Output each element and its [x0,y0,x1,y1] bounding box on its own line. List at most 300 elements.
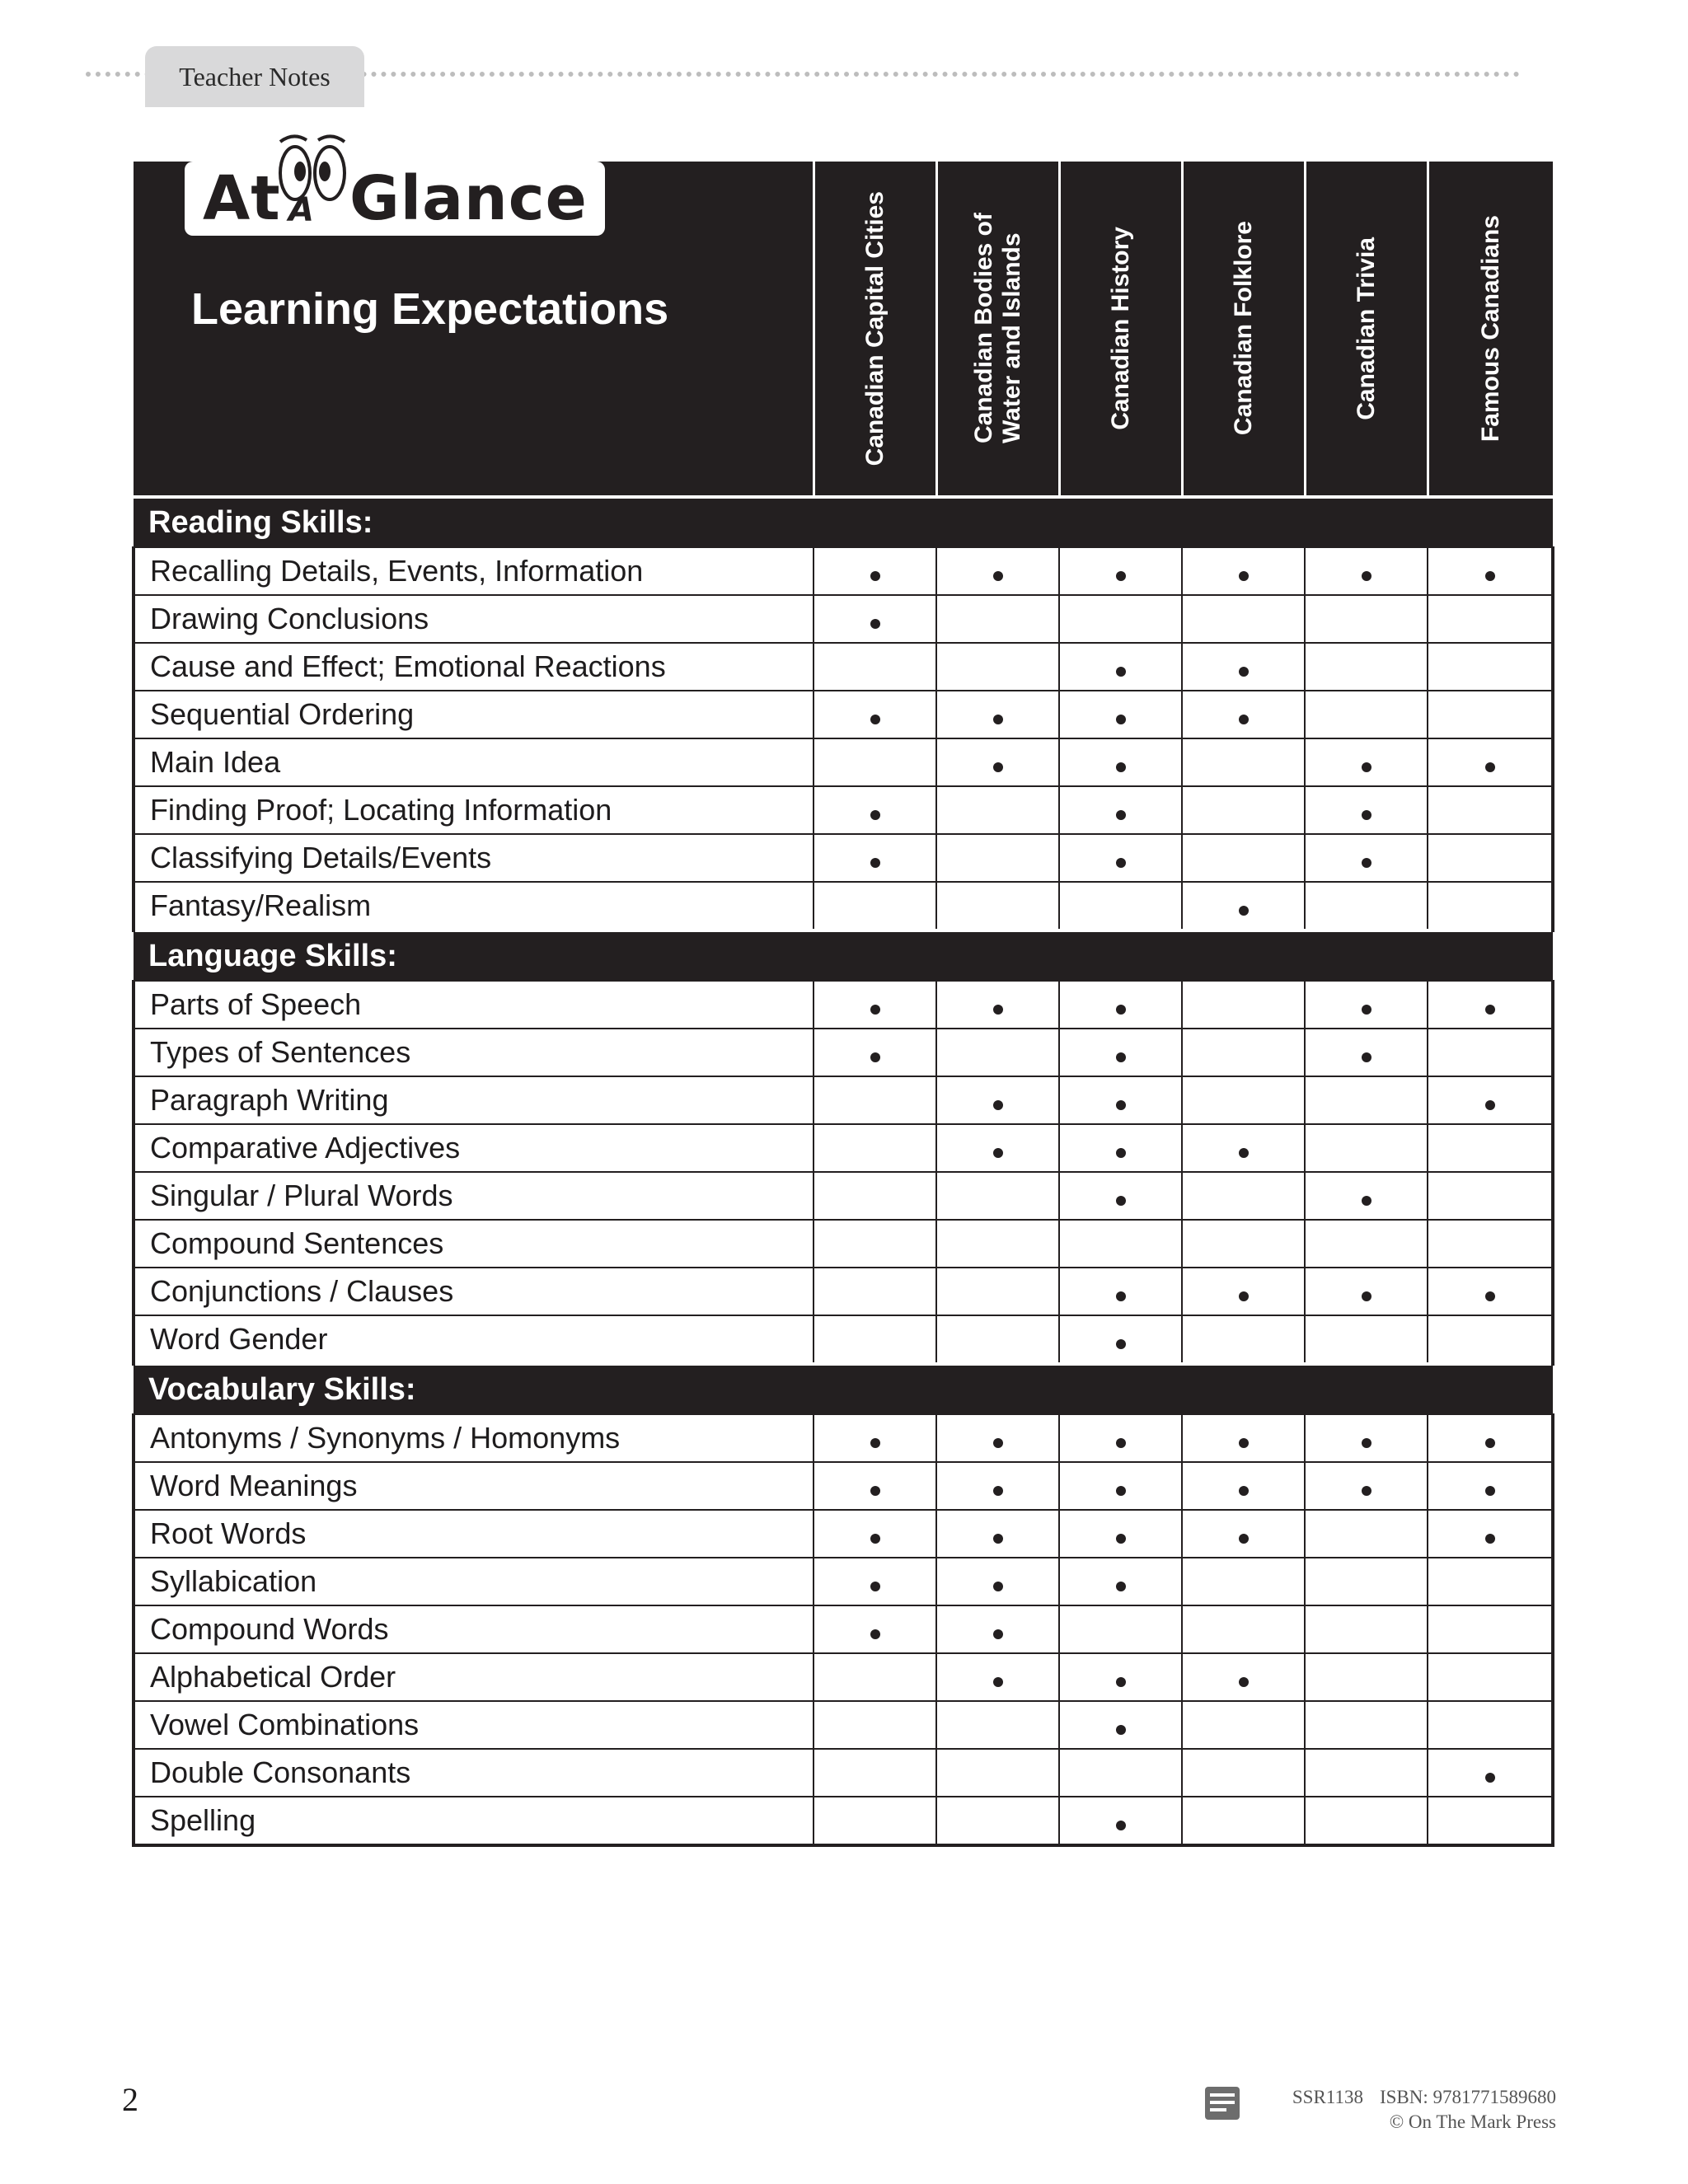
bullet-mark [1239,715,1249,724]
bullet-mark [993,1100,1003,1110]
column-label: Canadian Folklore [1229,221,1257,436]
skill-label: Compound Words [134,1605,814,1653]
page-title: Learning Expectations [191,284,669,334]
bullet-mark [1485,762,1495,772]
matrix-cell [936,1653,1059,1701]
matrix-cell [1305,1462,1428,1510]
matrix-cell [1428,1124,1553,1172]
bullet-mark [1485,1291,1495,1301]
bullet-mark [1485,1486,1495,1496]
bullet-mark [870,810,880,820]
skill-label: Root Words [134,1510,814,1558]
matrix-cell [814,1462,936,1510]
matrix-cell [1428,1797,1553,1845]
bullet-mark [870,1486,880,1496]
bullet-mark [1485,1100,1495,1110]
matrix-cell [814,1414,936,1462]
bullet-mark [1362,810,1372,820]
bullet-mark [1485,1534,1495,1544]
bullet-mark [993,1005,1003,1015]
skill-label: Main Idea [134,738,814,786]
matrix-cell [814,1268,936,1315]
column-label: Canadian Trivia [1352,237,1380,420]
bullet-mark [870,1005,880,1015]
skill-label: Paragraph Writing [134,1076,814,1124]
bullet-mark [870,1052,880,1062]
matrix-cell [1305,547,1428,595]
bullet-mark [1239,571,1249,581]
matrix-cell [936,1315,1059,1364]
bullet-mark [1116,1725,1126,1735]
table-row [134,1414,1553,1462]
matrix-cell [814,1029,936,1076]
matrix-cell [814,1653,936,1701]
matrix-cell [1182,738,1305,786]
skills-matrix [132,162,1554,1847]
matrix-cell [936,1220,1059,1268]
product-code: SSR1138 [1292,2087,1363,2107]
table-row [134,1510,1553,1558]
matrix-header-row [134,162,1553,497]
matrix-cell [1059,738,1182,786]
matrix-cell [814,981,936,1029]
matrix-cell [1182,595,1305,643]
matrix-cell [1305,1797,1428,1845]
matrix-cell [1428,738,1553,786]
bullet-mark [1116,1100,1126,1110]
matrix-cell [1182,786,1305,834]
matrix-cell [1305,1220,1428,1268]
bullet-mark [1239,1438,1249,1448]
skill-label: Word Meanings [134,1462,814,1510]
bullet-mark [1362,1052,1372,1062]
bullet-mark [870,715,880,724]
table-row [134,1605,1553,1653]
matrix-cell [814,1315,936,1364]
table-row [134,1076,1553,1124]
bullet-mark [870,619,880,629]
column-label: Famous Canadians [1476,214,1504,443]
matrix-cell [1428,595,1553,643]
matrix-cell [1305,981,1428,1029]
matrix-cell [1428,1653,1553,1701]
matrix-body [134,497,1553,1845]
section-title: Vocabulary Skills: [134,1364,1553,1414]
matrix-cell [814,643,936,691]
matrix-cell [814,1558,936,1605]
bullet-mark [993,571,1003,581]
matrix-cell [1428,1749,1553,1797]
column-header [1059,162,1182,497]
matrix-cell [814,1510,936,1558]
skill-label: Compound Sentences [134,1220,814,1268]
skill-label: Vowel Combinations [134,1701,814,1749]
matrix-cell [936,981,1059,1029]
column-header [1305,162,1428,497]
table-row [134,1172,1553,1220]
column-label: Canadian Bodies of Water and Islands [969,213,1025,444]
bullet-mark [1362,762,1372,772]
table-row [134,1462,1553,1510]
skill-label: Fantasy/Realism [134,882,814,930]
bullet-mark [870,1582,880,1591]
bullet-mark [993,1677,1003,1687]
matrix-cell [1182,1749,1305,1797]
matrix-cell [1059,1124,1182,1172]
matrix-cell [814,834,936,882]
section-header-row [134,497,1553,547]
skill-label: Drawing Conclusions [134,595,814,643]
matrix-cell [1428,1220,1553,1268]
matrix-cell [1305,1315,1428,1364]
matrix-cell [1182,1510,1305,1558]
skill-label: Sequential Ordering [134,691,814,738]
skill-label: Alphabetical Order [134,1653,814,1701]
matrix-cell [936,1076,1059,1124]
matrix-cell [814,1605,936,1653]
matrix-cell [936,595,1059,643]
matrix-cell [814,1220,936,1268]
matrix-cell [1305,1172,1428,1220]
table-row [134,1029,1553,1076]
matrix-cell [1059,882,1182,930]
bullet-mark [1239,906,1249,916]
bullet-mark [1362,1291,1372,1301]
teacher-notes-tab: Teacher Notes [145,46,364,107]
bullet-mark [993,1534,1003,1544]
bullet-mark [1362,1438,1372,1448]
matrix-cell [1182,1076,1305,1124]
matrix-cell [936,1462,1059,1510]
matrix-cell [1182,882,1305,930]
matrix-cell [1428,1462,1553,1510]
matrix-cell [1305,1124,1428,1172]
skill-label: Parts of Speech [134,981,814,1029]
skill-label: Singular / Plural Words [134,1172,814,1220]
matrix-cell [1059,595,1182,643]
matrix-cell [1305,738,1428,786]
skill-label: Antonyms / Synonyms / Homonyms [134,1414,814,1462]
matrix-cell [1059,1172,1182,1220]
matrix-cell [1428,691,1553,738]
skill-label: Recalling Details, Events, Information [134,547,814,595]
bullet-mark [1485,571,1495,581]
bullet-mark [1116,1052,1126,1062]
skill-label: Double Consonants [134,1749,814,1797]
bullet-mark [1362,571,1372,581]
matrix-cell [1059,1797,1182,1845]
matrix-cell [1182,1124,1305,1172]
matrix-cell [1428,1510,1553,1558]
matrix-cell [1305,1605,1428,1653]
bullet-mark [1485,1438,1495,1448]
matrix-cell [1059,547,1182,595]
bullet-mark [1485,1773,1495,1783]
column-label: Canadian Capital Cities [860,190,889,466]
section-header-row [134,930,1553,981]
bullet-mark [1362,1005,1372,1015]
matrix-cell [1182,547,1305,595]
matrix-cell [1059,691,1182,738]
skill-label: Comparative Adjectives [134,1124,814,1172]
matrix-cell [1059,1315,1182,1364]
matrix-cell [1428,1268,1553,1315]
matrix-cell [1305,1414,1428,1462]
bullet-mark [1116,1005,1126,1015]
matrix-cell [936,1029,1059,1076]
matrix-cell [1428,981,1553,1029]
bullet-mark [870,1534,880,1544]
bullet-mark [1116,1291,1126,1301]
bullet-mark [1116,1677,1126,1687]
bullet-mark [870,1629,880,1639]
skill-label: Conjunctions / Clauses [134,1268,814,1315]
section-header-row [134,1364,1553,1414]
bullet-mark [1362,1486,1372,1496]
matrix-cell [1428,547,1553,595]
logo-letter-a: A [288,191,314,229]
footer-publication-info [1276,2085,1556,2135]
table-row [134,834,1553,882]
matrix-cell [1059,1510,1182,1558]
matrix-cell [1305,1653,1428,1701]
isbn: ISBN: 9781771589680 [1379,2087,1556,2107]
table-row [134,738,1553,786]
bullet-mark [1116,1821,1126,1830]
matrix-cell [936,643,1059,691]
column-label: Canadian History [1106,227,1134,430]
matrix-cell [1059,1220,1182,1268]
bullet-mark [1116,762,1126,772]
copyright: © On The Mark Press [1389,2111,1556,2132]
matrix-cell [1059,1462,1182,1510]
table-row [134,547,1553,595]
matrix-cell [936,1605,1059,1653]
matrix-cell [1428,834,1553,882]
bullet-mark [870,1438,880,1448]
logo-word-glance: Glance [349,163,588,234]
bullet-mark [1116,1339,1126,1349]
bullet-mark [1116,858,1126,868]
matrix-cell [1182,1268,1305,1315]
table-row [134,1124,1553,1172]
bullet-mark [1116,1148,1126,1158]
matrix-cell [1428,1414,1553,1462]
bullet-mark [1239,1534,1249,1544]
matrix-cell [1305,595,1428,643]
matrix-cell [1428,643,1553,691]
matrix-cell [814,1124,936,1172]
column-header [936,162,1059,497]
matrix-cell [814,1701,936,1749]
bullet-mark [1116,810,1126,820]
bullet-mark [1239,1148,1249,1158]
skill-label: Finding Proof; Locating Information [134,786,814,834]
matrix-cell [1182,834,1305,882]
document-lines-icon [1203,2085,1241,2121]
matrix-cell [1059,1605,1182,1653]
bullet-mark [993,762,1003,772]
matrix-cell [1059,1701,1182,1749]
matrix-cell [1182,1605,1305,1653]
bullet-mark [870,571,880,581]
bullet-mark [1116,667,1126,677]
table-row [134,595,1553,643]
matrix-cell [1305,1076,1428,1124]
bullet-mark [1362,1196,1372,1206]
skill-label: Syllabication [134,1558,814,1605]
table-row [134,1315,1553,1364]
bullet-mark [993,1486,1003,1496]
matrix-cell [936,834,1059,882]
matrix-cell [814,1076,936,1124]
skill-label: Cause and Effect; Emotional Reactions [134,643,814,691]
bullet-mark [870,858,880,868]
matrix-cell [814,882,936,930]
bullet-mark [1239,1486,1249,1496]
matrix-cell [1428,1315,1553,1364]
table-row [134,1653,1553,1701]
matrix-cell [936,1124,1059,1172]
matrix-cell [814,786,936,834]
column-header [1428,162,1553,497]
table-row [134,691,1553,738]
table-row [134,981,1553,1029]
bullet-mark [993,1438,1003,1448]
bullet-mark [1116,715,1126,724]
bullet-mark [1116,1582,1126,1591]
matrix-cell [936,738,1059,786]
matrix-cell [1182,1172,1305,1220]
matrix-cell [936,1749,1059,1797]
matrix-cell [936,1558,1059,1605]
bullet-mark [1239,1677,1249,1687]
matrix-cell [1182,1414,1305,1462]
matrix-cell [936,547,1059,595]
bullet-mark [1116,1438,1126,1448]
bullet-mark [1116,571,1126,581]
matrix-cell [1428,1605,1553,1653]
matrix-cell [814,1749,936,1797]
table-row [134,1797,1553,1845]
matrix-cell [1305,1268,1428,1315]
column-header [1182,162,1305,497]
matrix-cell [814,1797,936,1845]
matrix-cell [1059,1558,1182,1605]
matrix-cell [1182,1558,1305,1605]
table-row [134,786,1553,834]
matrix-cell [1182,1315,1305,1364]
matrix-cell [1059,1749,1182,1797]
title-block [134,162,814,497]
table-row [134,1220,1553,1268]
matrix-cell [1428,882,1553,930]
matrix-cell [1305,643,1428,691]
matrix-cell [1305,882,1428,930]
matrix-cell [1182,1029,1305,1076]
matrix-cell [1305,1510,1428,1558]
skill-label: Word Gender [134,1315,814,1364]
matrix-cell [814,738,936,786]
matrix-cell [1182,1701,1305,1749]
bullet-mark [993,715,1003,724]
matrix-cell [1182,981,1305,1029]
table-row [134,882,1553,930]
table-row [134,1268,1553,1315]
matrix-cell [1428,1558,1553,1605]
matrix-cell [1428,1701,1553,1749]
matrix-cell [1305,834,1428,882]
matrix-cell [814,1172,936,1220]
section-title: Reading Skills: [134,497,1553,547]
matrix-cell [814,595,936,643]
matrix-cell [936,1797,1059,1845]
matrix-cell [1182,1462,1305,1510]
bullet-mark [1116,1534,1126,1544]
matrix-cell [1059,1414,1182,1462]
matrix-cell [1182,1653,1305,1701]
skill-label: Classifying Details/Events [134,834,814,882]
matrix-cell [1182,643,1305,691]
bullet-mark [1116,1196,1126,1206]
page-number: 2 [122,2081,138,2118]
table-row [134,1701,1553,1749]
matrix-cell [1182,1797,1305,1845]
bullet-mark [1485,1005,1495,1015]
matrix-cell [1428,786,1553,834]
table-row [134,643,1553,691]
matrix-cell [1059,1076,1182,1124]
matrix-cell [1059,834,1182,882]
table-row [134,1749,1553,1797]
matrix-cell [936,1510,1059,1558]
matrix-cell [936,1268,1059,1315]
at-a-glance-logo [185,162,605,236]
matrix-cell [1305,1558,1428,1605]
matrix-cell [814,691,936,738]
bullet-mark [1239,667,1249,677]
bullet-mark [1116,1486,1126,1496]
matrix-cell [1428,1076,1553,1124]
skill-label: Types of Sentences [134,1029,814,1076]
matrix-cell [814,547,936,595]
matrix-cell [1305,691,1428,738]
matrix-cell [1305,1029,1428,1076]
skill-label: Spelling [134,1797,814,1845]
section-title: Language Skills: [134,930,1553,981]
matrix-cell [1059,1653,1182,1701]
matrix-cell [1182,1220,1305,1268]
matrix-cell [1059,643,1182,691]
column-header [814,162,936,497]
matrix-cell [1182,691,1305,738]
matrix-cell [936,1701,1059,1749]
matrix-cell [936,691,1059,738]
bullet-mark [993,1148,1003,1158]
matrix-cell [936,882,1059,930]
matrix-cell [1059,1029,1182,1076]
matrix-cell [936,1172,1059,1220]
matrix-cell [1428,1029,1553,1076]
matrix-cell [1305,1701,1428,1749]
bullet-mark [1239,1291,1249,1301]
matrix-cell [1428,1172,1553,1220]
matrix-cell [1059,981,1182,1029]
matrix-cell [936,786,1059,834]
bullet-mark [1362,858,1372,868]
logo-word-at: At [203,163,281,234]
table-row [134,1558,1553,1605]
